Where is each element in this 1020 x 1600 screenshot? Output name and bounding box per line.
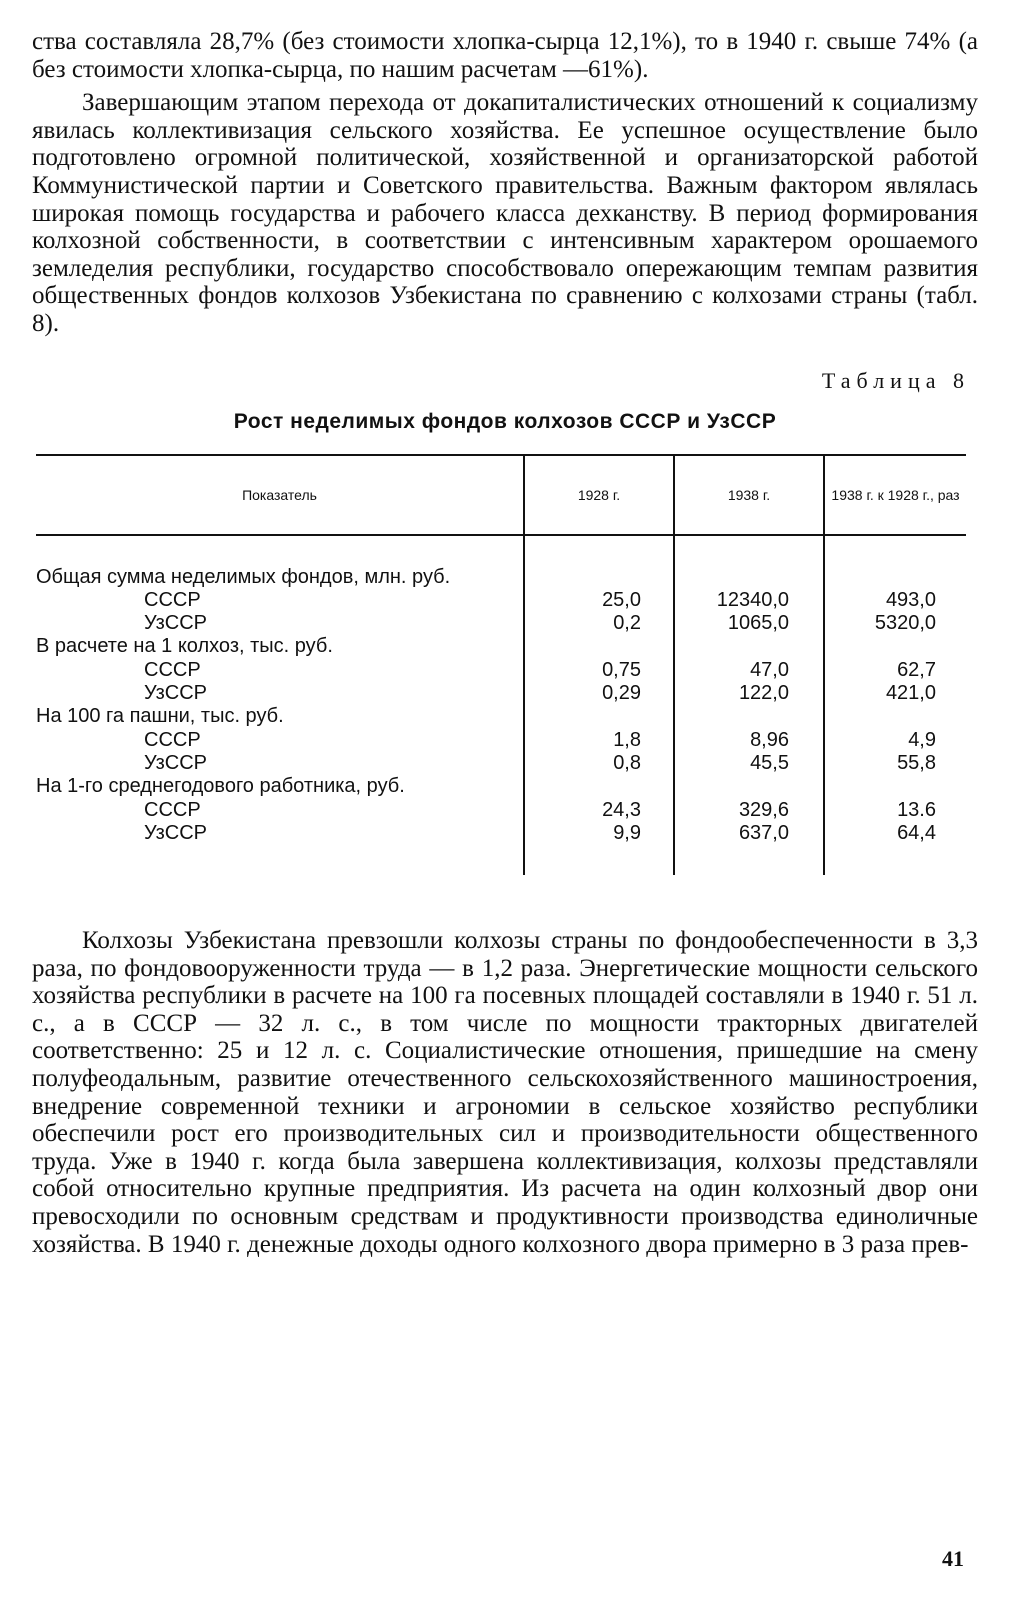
row-label (36, 775, 524, 798)
table-header-row (36, 455, 966, 535)
row-label (36, 659, 524, 682)
row-label (36, 612, 524, 635)
row-label (36, 752, 524, 775)
table-spacer (36, 535, 966, 566)
table-caption: Таблица 8 (821, 367, 970, 393)
cell-1938: 12340,0 (674, 589, 824, 612)
header-1928: 1928 г. (524, 455, 674, 535)
row-label (36, 729, 524, 752)
cell-ratio: 493,0 (885, 588, 936, 611)
cell-1928: 9,9 (524, 822, 674, 845)
cell-ratio: 55,8 (897, 751, 936, 774)
country-label: СССР (144, 728, 201, 751)
cell-ratio: 64,4 (897, 821, 936, 844)
table-title: Рост неделимых фондов колхозов СССР и УзССР (233, 409, 777, 433)
cell-1938: 1065,0 (674, 612, 824, 635)
cell-1928: 25,0 (524, 589, 674, 612)
cell-1938 (674, 635, 824, 658)
table-group-row (36, 775, 966, 798)
cell-1928 (524, 566, 674, 589)
row-label (36, 822, 524, 845)
group-label: На 1-го среднегодового работника, руб. (36, 775, 405, 798)
cell-ratio (824, 566, 966, 589)
table-group-row (36, 566, 966, 589)
header-1938: 1938 г. (674, 455, 824, 535)
row-label (36, 566, 524, 589)
paragraph-kolkhoz-comparison: Колхозы Узбекистана превзошли колхозы страны по фондообеспеченности в 3,3 раза, по фондовооруженности труда — в 1,2 раза. Энергетические мощности сельского хозяйства республики в расчете на 100 га посевных площадей составляли в 1940 г. 51 л. с., а в СССР — 32 л. с., в том числе по мощности тракторных двигателей соответственно: 25 и 12 л. с. Социалистические отношения, пришедшие на смену полуфеодальным, развитие отечественного сельскохозяйственного машиностроения, внедрение современной техники и агрономии в сельское хозяйство республики обеспечили рост его производительных сил и производительности общественного труда. Уже в 1940 г. когда была завершена коллективизация, колхозы представляли собой относительно крупные предприятия. Из расчета на один колхозный двор они превосходили по основным средствам и продуктивности производства единоличные хозяйства. В 1940 г. денежные доходы одного колхозного двора примерно в 3 раза прев- (32, 927, 978, 1258)
cell-1928: 1,8 (524, 729, 674, 752)
row-label (36, 635, 524, 658)
cell-1938: 47,0 (674, 659, 824, 682)
table-group-row (36, 635, 966, 658)
row-label (36, 705, 524, 728)
funds-table (36, 454, 966, 876)
cell-1938 (674, 705, 824, 728)
cell-1938: 329,6 (674, 799, 824, 822)
table-row (36, 752, 966, 775)
table-row (36, 729, 966, 752)
country-label: УзССР (144, 612, 207, 635)
row-label (36, 682, 524, 705)
country-label: СССР (144, 588, 201, 611)
table-row (36, 799, 966, 822)
cell-1928 (524, 635, 674, 658)
group-label: На 100 га пашни, тыс. руб. (36, 705, 284, 728)
cell-1928 (524, 775, 674, 798)
table-row (36, 682, 966, 705)
group-label: Общая сумма неделимых фондов, млн. руб. (36, 565, 451, 588)
table-spacer-end (36, 845, 966, 875)
paragraph-continuation: ства составляла 28,7% (без стоимости хлопка-сырца 12,1%), то в 1940 г. свыше 74% (а без стоимости хлопка-сырца, по нашим расчетам —61%). (32, 28, 978, 83)
cell-1938: 8,96 (674, 729, 824, 752)
row-label (36, 589, 524, 612)
country-label: СССР (144, 658, 201, 681)
cell-1928: 0,75 (524, 659, 674, 682)
row-label (36, 799, 524, 822)
cell-1928: 0,2 (524, 612, 674, 635)
cell-1928: 24,3 (524, 799, 674, 822)
cell-ratio (824, 705, 966, 728)
header-indicator: Показатель (36, 455, 524, 535)
country-label: УзССР (144, 751, 207, 774)
group-label: В расчете на 1 колхоз, тыс. руб. (36, 635, 333, 658)
cell-ratio: 5320,0 (874, 612, 936, 635)
cell-ratio: 421,0 (885, 682, 936, 705)
cell-1938 (674, 566, 824, 589)
country-label: УзССР (144, 682, 207, 705)
cell-ratio: 13.6 (897, 798, 936, 821)
table-group-row (36, 705, 966, 728)
document-page (32, 28, 978, 1258)
cell-1938: 122,0 (674, 682, 824, 705)
table-row (36, 822, 966, 845)
cell-ratio: 4,9 (908, 728, 936, 751)
cell-1938: 45,5 (674, 752, 824, 775)
table-row (36, 612, 966, 635)
cell-ratio (824, 635, 966, 658)
country-label: УзССР (144, 821, 207, 844)
cell-1928: 0,29 (524, 682, 674, 705)
table-row (36, 659, 966, 682)
cell-1928 (524, 705, 674, 728)
cell-ratio (824, 775, 966, 798)
cell-ratio: 62,7 (897, 658, 936, 681)
cell-1928: 0,8 (524, 752, 674, 775)
cell-1938: 637,0 (674, 822, 824, 845)
table-row (36, 589, 966, 612)
country-label: СССР (144, 798, 201, 821)
cell-1938 (674, 775, 824, 798)
page-number: 41 (942, 1546, 964, 1571)
paragraph-collectivization: Завершающим этапом перехода от докапиталистических отношений к социализму явилась коллективизация сельского хозяйства. Ее успешное осуществление было подготовлено огромной политической, хозяйственной и организаторской работой Коммунистической партии и Советского правительства. Важным фактором являлась широкая помощь государства и рабочего класса дехканству. В период формирования колхозной собственности, в соответствии с интенсивным характером орошаемого земледелия республики, государство способствовало опережающим темпам развития общественных фондов колхозов Узбекистана по сравнению с колхозами страны (табл. 8). (32, 89, 978, 337)
header-ratio: 1938 г. к 1928 г., раз (824, 455, 966, 535)
